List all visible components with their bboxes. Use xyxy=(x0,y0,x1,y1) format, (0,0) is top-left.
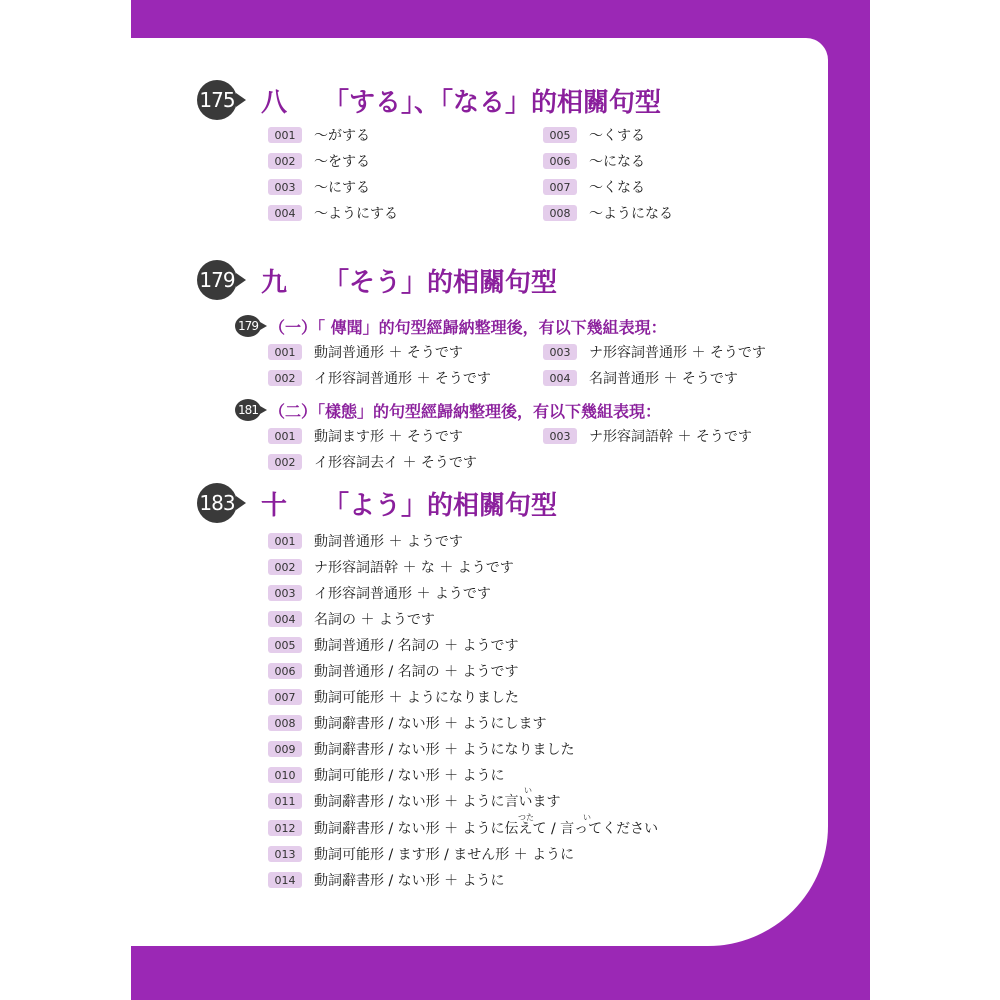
subsection-heading-hearsay xyxy=(235,314,667,338)
list-item xyxy=(268,687,519,707)
furigana-iu: い xyxy=(524,786,532,795)
item-text: 動詞ます形 ＋ そうです xyxy=(314,429,463,445)
subsection-title: （一）「 傳聞」的句型經歸納整理後，有以下幾組表現： xyxy=(269,317,667,337)
item-code: 002 xyxy=(268,559,302,575)
page-badge: 181 xyxy=(235,399,261,421)
list-item xyxy=(268,177,370,197)
list-item xyxy=(543,368,738,388)
list-item xyxy=(268,368,491,388)
item-code: 002 xyxy=(268,370,302,386)
item-text: 動詞辭書形 / ない形 ＋ ように伝えて / 言ってください xyxy=(314,821,659,837)
item-code: 014 xyxy=(268,872,302,888)
list-item xyxy=(268,844,574,864)
section-number: 十 xyxy=(261,490,288,521)
list-item xyxy=(268,151,370,171)
section-10-heading xyxy=(197,483,557,523)
item-text: ～をする xyxy=(314,154,370,170)
item-code: 001 xyxy=(268,344,302,360)
list-item xyxy=(268,531,463,551)
list-item xyxy=(543,177,645,197)
page-badge: 179 xyxy=(235,315,261,337)
item-text: ～がする xyxy=(314,128,370,144)
item-code: 001 xyxy=(268,428,302,444)
list-item xyxy=(268,739,575,759)
item-code: 008 xyxy=(268,715,302,731)
page-badge: 179 xyxy=(197,260,237,300)
item-code: 012 xyxy=(268,820,302,836)
list-item xyxy=(268,713,547,733)
item-text: 名詞の ＋ ようです xyxy=(314,612,435,628)
item-text: ～くなる xyxy=(589,180,645,196)
item-text: ナ形容詞語幹 ＋ そうです xyxy=(589,429,752,445)
list-item xyxy=(543,203,673,223)
section-title: 「する」、「なる」的相關句型 xyxy=(323,87,662,118)
list-item xyxy=(268,791,561,811)
item-code: 003 xyxy=(543,344,577,360)
item-text: 動詞可能形 / ます形 / ません形 ＋ ように xyxy=(314,847,575,863)
list-item xyxy=(268,426,463,446)
item-code: 001 xyxy=(268,533,302,549)
item-text: 動詞辭書形 / ない形 ＋ ようにします xyxy=(314,716,547,732)
section-title: 「そう」的相關句型 xyxy=(323,267,558,298)
item-text: 動詞普通形 ＋ ようです xyxy=(314,534,463,550)
item-text: ～になる xyxy=(589,154,645,170)
item-code: 002 xyxy=(268,153,302,169)
list-item xyxy=(268,452,477,472)
page-badge: 175 xyxy=(197,80,237,120)
item-code: 007 xyxy=(268,689,302,705)
item-text: 動詞辭書形 / ない形 ＋ ようになりました xyxy=(314,742,575,758)
item-code: 003 xyxy=(268,179,302,195)
section-number: 八 xyxy=(261,87,288,118)
item-code: 006 xyxy=(543,153,577,169)
furigana-tsuta: つた xyxy=(518,813,534,822)
subsection-heading-appearance xyxy=(235,398,661,422)
item-text: イ形容詞普通形 ＋ そうです xyxy=(314,371,491,387)
item-text: ナ形容詞普通形 ＋ そうです xyxy=(589,345,766,361)
item-text: ナ形容詞語幹 ＋ な ＋ ようです xyxy=(314,560,514,576)
item-code: 008 xyxy=(543,205,577,221)
item-code: 001 xyxy=(268,127,302,143)
section-number: 九 xyxy=(261,267,288,298)
item-code: 003 xyxy=(268,585,302,601)
section-8-heading xyxy=(197,80,661,120)
section-title: 「よう」的相關句型 xyxy=(323,490,558,521)
item-text: ～くする xyxy=(589,128,645,144)
item-code: 007 xyxy=(543,179,577,195)
list-item xyxy=(268,765,505,785)
item-text: 動詞辭書形 / ない形 ＋ ように言います xyxy=(314,794,561,810)
page-badge: 183 xyxy=(197,483,237,523)
list-item xyxy=(268,125,370,145)
item-code: 003 xyxy=(543,428,577,444)
item-code: 011 xyxy=(268,793,302,809)
list-item xyxy=(543,151,645,171)
item-code: 009 xyxy=(268,741,302,757)
list-item xyxy=(543,342,766,362)
section-9-heading xyxy=(197,260,557,300)
item-text: ～にする xyxy=(314,180,370,196)
item-code: 005 xyxy=(268,637,302,653)
item-code: 004 xyxy=(543,370,577,386)
item-code: 013 xyxy=(268,846,302,862)
list-item xyxy=(268,661,519,681)
furigana-iu: い xyxy=(583,813,591,822)
list-item xyxy=(268,635,519,655)
list-item xyxy=(268,818,658,838)
item-code: 010 xyxy=(268,767,302,783)
item-text: 名詞普通形 ＋ そうです xyxy=(589,371,738,387)
item-code: 004 xyxy=(268,205,302,221)
item-text: ～ようになる xyxy=(589,206,673,222)
item-text: 動詞辭書形 / ない形 ＋ ように xyxy=(314,873,505,889)
item-text: イ形容詞普通形 ＋ ようです xyxy=(314,586,491,602)
item-text: ～ようにする xyxy=(314,206,398,222)
item-text: 動詞可能形 ＋ ようになりました xyxy=(314,690,519,706)
list-item xyxy=(543,125,645,145)
item-code: 005 xyxy=(543,127,577,143)
list-item xyxy=(268,203,398,223)
subsection-title: （二）「樣態」的句型經歸納整理後，有以下幾組表現： xyxy=(269,401,662,421)
item-text: 動詞可能形 / ない形 ＋ ように xyxy=(314,768,505,784)
item-text: 動詞普通形 / 名詞の ＋ ようです xyxy=(314,664,519,680)
list-item xyxy=(268,557,514,577)
list-item xyxy=(543,426,752,446)
item-text: 動詞普通形 / 名詞の ＋ ようです xyxy=(314,638,519,654)
list-item xyxy=(268,342,463,362)
item-code: 004 xyxy=(268,611,302,627)
item-text: イ形容詞去イ ＋ そうです xyxy=(314,455,477,471)
item-code: 002 xyxy=(268,454,302,470)
item-text: 動詞普通形 ＋ そうです xyxy=(314,345,463,361)
list-item xyxy=(268,609,435,629)
item-code: 006 xyxy=(268,663,302,679)
list-item xyxy=(268,870,505,890)
list-item xyxy=(268,583,491,603)
